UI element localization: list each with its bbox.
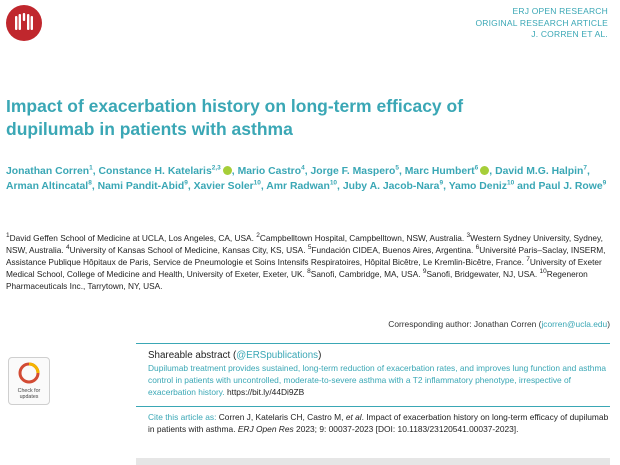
author-affiliation-sup: 9: [184, 179, 188, 187]
orcid-icon[interactable]: [480, 166, 489, 175]
author-name: Mario Castro: [237, 166, 302, 177]
twitter-handle[interactable]: @ERSpublications: [236, 350, 319, 361]
author-affiliation-sup: 8: [88, 179, 92, 187]
author-affiliation-sup: 10: [253, 179, 261, 187]
affiliation-text: Fundación CIDEA, Buenos Aires, Argentina.: [311, 245, 474, 255]
cite-label: Cite this article as:: [148, 412, 217, 422]
author-name: Marc Humbert: [404, 166, 475, 177]
orcid-icon[interactable]: [223, 166, 232, 175]
footer-bar: [136, 458, 610, 465]
check-for-updates-badge[interactable]: Check for updates: [8, 357, 50, 405]
citation: Cite this article as: Corren J, Katelaris CH, Castro M, et al. Impact of exacerbation history on long-term efficacy of dupilumab in patients with asthma. ERJ Open Res 2023; 9: 00037-2023 [DOI: 10.1183/23120541.00037-2023].: [148, 412, 609, 434]
author-list: Jonathan Corren$^1$, Constance H. Katelaris$^{2,3}$ , Mario Castro$^4$, Jorge F. Maspero$^5$, Marc Humbert$^6$ , David M.G. Halpin$^7$, Arman Altincatal$^8$, Nami Pandit-Abid$^9$, Xavier Soler$^{10}$, Amr Radwan$^{10}$, Juby A. Jacob-Nara$^9$, Yamo Deniz$^{10}$ and Paul J. Rowe$^9$: [6, 164, 607, 192]
journal-header: [475, 6, 608, 41]
author-name: Xavier Soler: [193, 181, 254, 192]
lungs-icon: [12, 11, 36, 35]
affiliation-text: Université Paris–Saclay, INSERM, Assistance Publique Hôpitaux de Paris, Service de Pneumologie et Soins Intensifs Respiratoires, Hôpital Bicêtre, Le Kremlin-Bicêtre, France.: [6, 245, 606, 267]
shareable-abstract: Shareable abstract (@ERSpublications) Dupilumab treatment provides sustained, long-term reduction of exacerbation rates, and improves lung function and asthma control in patients with uncontrolled, moderate-to-severe asthma with a T2 inflammatory phenotype, irrespective of exacerbation history. https://bit.ly/44Di9ZB: [148, 350, 607, 397]
divider-2: [136, 406, 610, 407]
author-name: Nami Pandit-Abid: [97, 181, 185, 192]
affiliation-number: 4: [65, 244, 70, 252]
affiliation-number: 8: [307, 268, 311, 276]
corresponding-email-link[interactable]: jcorren@ucla.edu: [541, 319, 608, 329]
author-affiliation-sup: 10: [507, 179, 515, 187]
affiliation-number: 1: [6, 232, 10, 240]
affiliation-text: Sanofi, Bridgewater, NJ, USA.: [426, 269, 538, 279]
author-name: Juby A. Jacob-Nara: [342, 181, 440, 192]
author-affiliation-sup: 9: [439, 179, 444, 187]
author-affiliation-sup: 10: [329, 179, 338, 187]
affiliation-text: Campbelltown Hospital, Campbelltown, NSW, Australia.: [259, 233, 465, 243]
corresponding-author: Corresponding author: Jonathan Corren (jcorren@ucla.edu): [388, 319, 610, 329]
affiliation-text: David Geffen School of Medicine at UCLA, Los Angeles, CA, USA.: [9, 233, 254, 243]
divider: [136, 343, 610, 344]
author-name: Arman Altincatal: [6, 181, 89, 192]
article-type: ORIGINAL RESEARCH ARTICLE: [475, 17, 608, 28]
affiliation-number: 9: [422, 268, 427, 276]
affiliation-text: University of Exeter Medical School, College of Medicine and Health, University of Exeter, Exeter, UK.: [6, 257, 602, 279]
author-name: David M.G. Halpin: [495, 166, 584, 177]
affiliation-number: 6: [475, 244, 480, 252]
author-name: Jonathan Corren: [6, 166, 90, 177]
author-affiliation-sup: 9: [602, 179, 607, 187]
author-affiliation-sup: 7: [583, 164, 588, 172]
affiliation-text: Sanofi, Cambridge, MA, USA.: [310, 269, 421, 279]
affiliation-text: University of Kansas School of Medicine, Kansas City, KS, USA.: [69, 245, 306, 255]
affiliation-text: Regeneron Pharmaceuticals Inc., Tarrytown, NY, USA.: [6, 269, 588, 291]
journal-name: ERJ OPEN RESEARCH: [512, 6, 608, 16]
author-affiliation-sup: 2,3: [211, 164, 221, 172]
author-affiliation-sup: 5: [395, 164, 399, 172]
affiliation-number: 2: [256, 232, 260, 240]
author-affiliation-sup: 4: [301, 164, 305, 172]
article-title: Impact of exacerbation history on long-term efficacy of dupilumab in patients with asthma: [6, 96, 464, 139]
shareable-text: Dupilumab treatment provides sustained, long-term reduction of exacerbation rates, and improves lung function and asthma control in patients with uncontrolled, moderate-to-severe asthma with a T2 inflammatory phenotype, irrespective of exacerbation history.: [148, 363, 607, 397]
affiliation-text: Western Sydney University, Sydney, NSW, Australia.: [6, 233, 603, 255]
crossmark-icon: [18, 362, 40, 384]
shareable-link[interactable]: https://bit.ly/44Di9ZB: [226, 387, 305, 397]
affiliation-number: 5: [307, 244, 312, 252]
affiliations: [6, 232, 616, 292]
author-name: Constance H. Katelaris: [98, 166, 212, 177]
author-affiliation-sup: 1: [89, 164, 93, 172]
affiliation-number: 3: [466, 232, 471, 240]
running-authors: J. CORREN ET AL.: [531, 29, 608, 39]
author-name: Jorge F. Maspero: [310, 166, 396, 177]
author-affiliation-sup: 6: [474, 164, 479, 172]
corresponding-label: Corresponding author: Jonathan Corren (: [388, 319, 542, 329]
author-name: Paul J. Rowe: [538, 181, 603, 192]
affiliation-number: 7: [526, 256, 530, 264]
ers-logo: [6, 5, 42, 41]
author-name: Amr Radwan: [266, 181, 330, 192]
author-name: Yamo Deniz: [448, 181, 508, 192]
affiliation-number: 10: [539, 268, 547, 276]
